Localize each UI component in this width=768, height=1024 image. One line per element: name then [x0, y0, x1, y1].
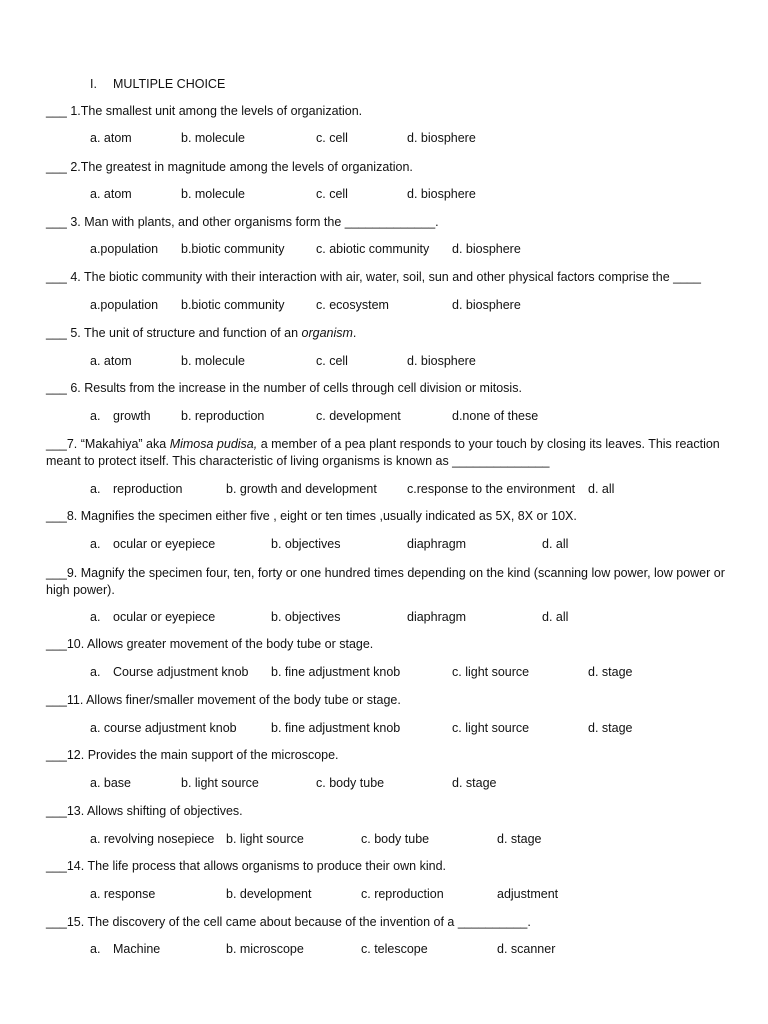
q11-option-d: d. stage: [588, 721, 633, 735]
q15-option-c: c. telescope: [361, 942, 428, 956]
q2-option-a: a. atom: [90, 187, 132, 201]
q11-option-b: b. fine adjustment knob: [271, 721, 401, 735]
q7-option-b: b. growth and development: [226, 482, 377, 496]
term-mimosa-pudisa: Mimosa pudisa,: [169, 437, 258, 451]
question-13: ___13. Allows shifting of objectives.: [46, 804, 243, 818]
q10-option-a: Course adjustment knob: [113, 665, 249, 679]
q13-option-d: d. stage: [497, 832, 542, 846]
q15-option-a: Machine: [113, 942, 161, 956]
q14-option-d: adjustment: [497, 887, 559, 901]
q3-option-a: a.population: [90, 242, 159, 256]
question-12: ___12. Provides the main support of the microscope.: [46, 748, 339, 762]
question-5: ___ 5. The unit of structure and function of an organism.: [46, 326, 357, 340]
q9-option-a: ocular or eyepiece: [113, 610, 216, 624]
q5-option-b: b. molecule: [181, 354, 245, 368]
section-title: MULTIPLE CHOICE: [113, 77, 226, 91]
q13-option-a: a. revolving nosepiece: [90, 832, 215, 846]
term-organism: organism: [301, 326, 353, 340]
q9-option-d: d. all: [542, 610, 569, 624]
q12-option-d: d. stage: [452, 776, 497, 790]
q15-option-a-letter: a.: [90, 942, 101, 956]
q9-option-b: b. objectives: [271, 610, 341, 624]
q12-option-b: b. light source: [181, 776, 259, 790]
question-6: ___ 6. Results from the increase in the number of cells through cell division or mitosis.: [46, 381, 522, 395]
q11-option-a: a. course adjustment knob: [90, 721, 237, 735]
q8-option-b: b. objectives: [271, 537, 341, 551]
q2-option-c: c. cell: [316, 187, 348, 201]
q14-option-c: c. reproduction: [361, 887, 444, 901]
q1-option-a: a. atom: [90, 131, 132, 145]
q7-option-a: reproduction: [113, 482, 183, 496]
q4-option-c: c. ecosystem: [316, 298, 389, 312]
q5-option-d: d. biosphere: [407, 354, 476, 368]
q1-option-d: d. biosphere: [407, 131, 476, 145]
q15-option-d: d. scanner: [497, 942, 556, 956]
q2-option-d: d. biosphere: [407, 187, 476, 201]
q14-option-b: b. development: [226, 887, 312, 901]
q4-option-d: d. biosphere: [452, 298, 521, 312]
q7-option-d: d. all: [588, 482, 615, 496]
q3-option-d: d. biosphere: [452, 242, 521, 256]
q6-option-b: b. reproduction: [181, 409, 265, 423]
question-14: ___14. The life process that allows organisms to produce their own kind.: [46, 859, 446, 873]
question-4: ___ 4. The biotic community with their interaction with air, water, soil, sun and other physical factors comprise the ____: [46, 270, 701, 284]
q2-option-b: b. molecule: [181, 187, 245, 201]
question-11: ___11. Allows finer/smaller movement of the body tube or stage.: [46, 693, 401, 707]
question-9: ___9. Magnify the specimen four, ten, forty or one hundred times depending on the kind (scanning low power, low power or high power).: [46, 566, 725, 597]
q6-option-a: growth: [113, 409, 151, 423]
q9-option-a-letter: a.: [90, 610, 101, 624]
q1-option-b: b. molecule: [181, 131, 245, 145]
q6-option-c: c. development: [316, 409, 401, 423]
q5-option-a: a. atom: [90, 354, 132, 368]
question-10: ___10. Allows greater movement of the body tube or stage.: [46, 637, 374, 651]
q7-option-c: c.response to the environment: [407, 482, 576, 496]
q8-option-a-letter: a.: [90, 537, 101, 551]
q13-option-b: b. light source: [226, 832, 304, 846]
question-1: ___ 1.The smallest unit among the levels of organization.: [46, 104, 363, 118]
q12-option-a: a. base: [90, 776, 132, 790]
q1-option-c: c. cell: [316, 131, 348, 145]
q3-option-c: c. abiotic community: [316, 242, 430, 256]
question-8: ___8. Magnifies the specimen either five , eight or ten times ,usually indicated as 5X, 8X or 10X.: [46, 509, 577, 523]
q6-option-a-letter: a.: [90, 409, 101, 423]
q13-option-c: c. body tube: [361, 832, 430, 846]
q10-option-b: b. fine adjustment knob: [271, 665, 401, 679]
question-3: ___ 3. Man with plants, and other organisms form the _____________.: [46, 215, 439, 229]
q8-option-c: diaphragm: [407, 537, 467, 551]
q8-option-a: ocular or eyepiece: [113, 537, 216, 551]
q4-option-a: a.population: [90, 298, 159, 312]
q11-option-c: c. light source: [452, 721, 530, 735]
q3-option-b: b.biotic community: [181, 242, 285, 256]
question-15: ___15. The discovery of the cell came about because of the invention of a __________.: [46, 915, 531, 929]
q9-option-c: diaphragm: [407, 610, 467, 624]
q4-option-b: b.biotic community: [181, 298, 285, 312]
q7-option-a-letter: a.: [90, 482, 101, 496]
q10-option-c: c. light source: [452, 665, 530, 679]
q10-option-d: d. stage: [588, 665, 633, 679]
question-2: ___ 2.The greatest in magnitude among the levels of organization.: [46, 160, 413, 174]
q8-option-d: d. all: [542, 537, 569, 551]
q15-option-b: b. microscope: [226, 942, 304, 956]
q5-option-c: c. cell: [316, 354, 348, 368]
q6-option-d: d.none of these: [452, 409, 539, 423]
section-numeral: I.: [90, 77, 97, 91]
question-7: ___7. “Makahiya” aka Mimosa pudisa, a member of a pea plant responds to your touch by closing its leaves. This reaction meant to protect itself. This characteristic of living organisms is known as ______________: [46, 437, 720, 468]
q14-option-a: a. response: [90, 887, 156, 901]
q12-option-c: c. body tube: [316, 776, 385, 790]
q10-option-a-letter: a.: [90, 665, 101, 679]
